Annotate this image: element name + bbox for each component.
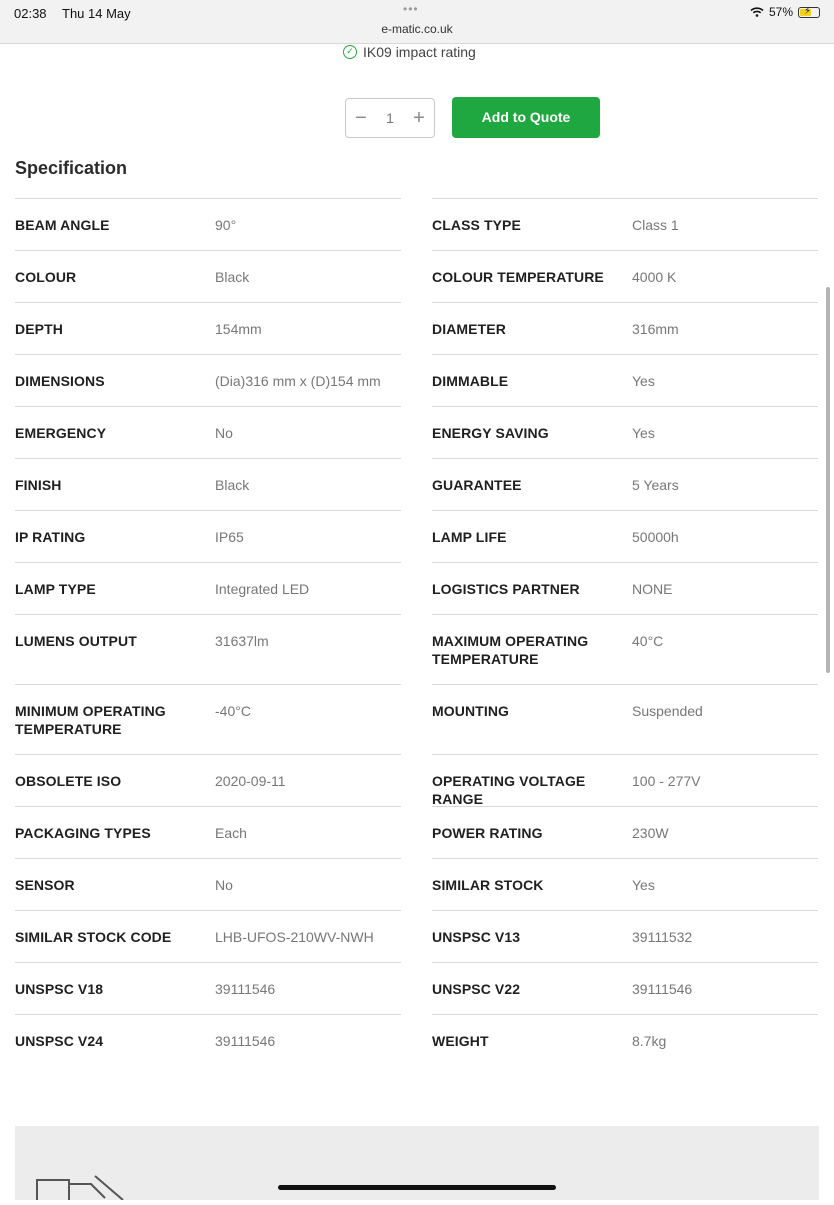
spec-value: Yes (632, 877, 655, 893)
spec-value: No (215, 877, 233, 893)
spec-label: LAMP TYPE (15, 581, 96, 597)
spec-row (15, 858, 401, 910)
spec-row (15, 806, 401, 858)
spec-row (15, 614, 401, 684)
address-bar[interactable]: e-matic.co.uk (381, 22, 453, 36)
status-indicators (750, 5, 820, 19)
spec-label: COLOUR TEMPERATURE (432, 269, 604, 285)
spec-value: Class 1 (632, 217, 679, 233)
spec-row (432, 562, 818, 614)
spec-row (15, 406, 401, 458)
spec-value: 50000h (632, 529, 679, 545)
spec-label: POWER RATING (432, 825, 543, 841)
spec-row (15, 962, 401, 1014)
spec-label: SIMILAR STOCK CODE (15, 929, 172, 945)
spec-row (432, 458, 818, 510)
charging-bolt-icon: ⚡ (804, 5, 812, 17)
spec-value: 5 Years (632, 477, 679, 493)
spec-row (15, 302, 401, 354)
spec-row (432, 198, 818, 250)
spec-row (15, 1014, 401, 1066)
spec-label: PACKAGING TYPES (15, 825, 151, 841)
spec-row (432, 614, 818, 684)
spec-label: ENERGY SAVING (432, 425, 549, 441)
check-circle-icon: ✓ (343, 45, 357, 59)
spec-row (15, 354, 401, 406)
spec-row (432, 302, 818, 354)
spec-value: 154mm (215, 321, 262, 337)
spec-row (432, 962, 818, 1014)
spec-label: DEPTH (15, 321, 63, 337)
spec-row (15, 458, 401, 510)
spec-value: 40°C (632, 633, 664, 649)
spec-row (15, 910, 401, 962)
spec-value: Yes (632, 425, 655, 441)
spec-value: (Dia)316 mm x (D)154 mm (215, 373, 381, 389)
impact-rating-feature (343, 44, 476, 60)
impact-rating-text: IK09 impact rating (363, 44, 476, 60)
spec-value: 4000 K (632, 269, 677, 285)
spec-value: 230W (632, 825, 669, 841)
spec-column-right (432, 198, 818, 1066)
spec-row (15, 562, 401, 614)
spec-value: 90° (215, 217, 237, 233)
home-indicator[interactable] (278, 1185, 556, 1190)
quantity-input[interactable]: 1 (386, 110, 394, 126)
spec-label: MOUNTING (432, 703, 510, 719)
spec-label: OBSOLETE ISO (15, 773, 122, 789)
battery-icon (798, 7, 820, 18)
spec-value: -40°C (215, 703, 251, 719)
spec-row (432, 1014, 818, 1066)
spec-value: Each (215, 825, 247, 841)
spec-value: 316mm (632, 321, 679, 337)
spec-value: Integrated LED (215, 581, 310, 597)
spec-label: UNSPSC V22 (432, 981, 521, 997)
multitasking-dots-icon[interactable]: ••• (403, 2, 419, 16)
spec-row (432, 250, 818, 302)
increase-quantity-button[interactable]: + (413, 106, 425, 129)
spec-label: MAXIMUM OPERATING TEMPERATURE (432, 633, 589, 667)
battery-percent: 57% (768, 5, 793, 19)
spec-label: MINIMUM OPERATING TEMPERATURE (15, 703, 166, 737)
spec-label: DIMENSIONS (15, 373, 105, 389)
spec-label: LAMP LIFE (432, 529, 507, 545)
spec-row (432, 910, 818, 962)
add-to-quote-button[interactable]: Add to Quote (452, 97, 600, 138)
spec-value: Black (215, 269, 250, 285)
spec-value: 2020-09-11 (215, 773, 286, 789)
specification-heading: Specification (15, 158, 128, 178)
spec-value: No (215, 425, 233, 441)
wifi-icon (750, 7, 764, 17)
spec-row (15, 198, 401, 250)
spec-value: Suspended (632, 703, 703, 719)
spec-label: OPERATING VOLTAGE RANGE (432, 773, 586, 807)
spec-value: 39111546 (632, 981, 693, 997)
delivery-truck-icon (35, 1174, 155, 1205)
spec-value: 39111546 (215, 981, 276, 997)
spec-row (15, 250, 401, 302)
spec-label: DIMMABLE (432, 373, 509, 389)
spec-value: IP65 (215, 529, 244, 545)
spec-row (432, 858, 818, 910)
spec-value: 39111546 (215, 1033, 276, 1049)
status-date: Thu 14 May (62, 6, 131, 21)
spec-label: EMERGENCY (15, 425, 107, 441)
spec-label: FINISH (15, 477, 62, 493)
spec-row (15, 684, 401, 754)
spec-label: WEIGHT (432, 1033, 489, 1049)
spec-label: COLOUR (15, 269, 77, 285)
spec-column-left (15, 198, 401, 1066)
spec-label: LUMENS OUTPUT (15, 633, 137, 649)
spec-label: SENSOR (15, 877, 75, 893)
spec-label: UNSPSC V24 (15, 1033, 104, 1049)
spec-value: Black (215, 477, 250, 493)
spec-value: 100 - 277V (632, 773, 701, 789)
spec-value: Yes (632, 373, 655, 389)
spec-label: LOGISTICS PARTNER (432, 581, 580, 597)
status-bar (0, 0, 834, 44)
spec-row (432, 406, 818, 458)
spec-label: SIMILAR STOCK (432, 877, 544, 893)
status-time: 02:38 (14, 6, 47, 21)
spec-label: BEAM ANGLE (15, 217, 110, 233)
spec-label: IP RATING (15, 529, 86, 545)
spec-label: GUARANTEE (432, 477, 522, 493)
spec-value: 39111532 (632, 929, 693, 945)
spec-label: DIAMETER (432, 321, 506, 337)
quantity-stepper (345, 98, 435, 138)
spec-value: LHB-UFOS-210WV-NWH (215, 929, 374, 945)
spec-value: 31637lm (215, 633, 269, 649)
spec-label: CLASS TYPE (432, 217, 521, 233)
spec-row (432, 510, 818, 562)
spec-value: 8.7kg (632, 1033, 667, 1049)
spec-row (15, 510, 401, 562)
spec-label: UNSPSC V18 (15, 981, 104, 997)
spec-row (432, 354, 818, 406)
spec-row (15, 754, 401, 806)
spec-row (432, 806, 818, 858)
spec-row (432, 684, 818, 754)
page-scrollbar[interactable] (826, 287, 830, 673)
spec-value: NONE (632, 581, 673, 597)
spec-row (432, 754, 818, 806)
decrease-quantity-button[interactable]: − (355, 106, 367, 129)
spec-label: UNSPSC V13 (432, 929, 521, 945)
